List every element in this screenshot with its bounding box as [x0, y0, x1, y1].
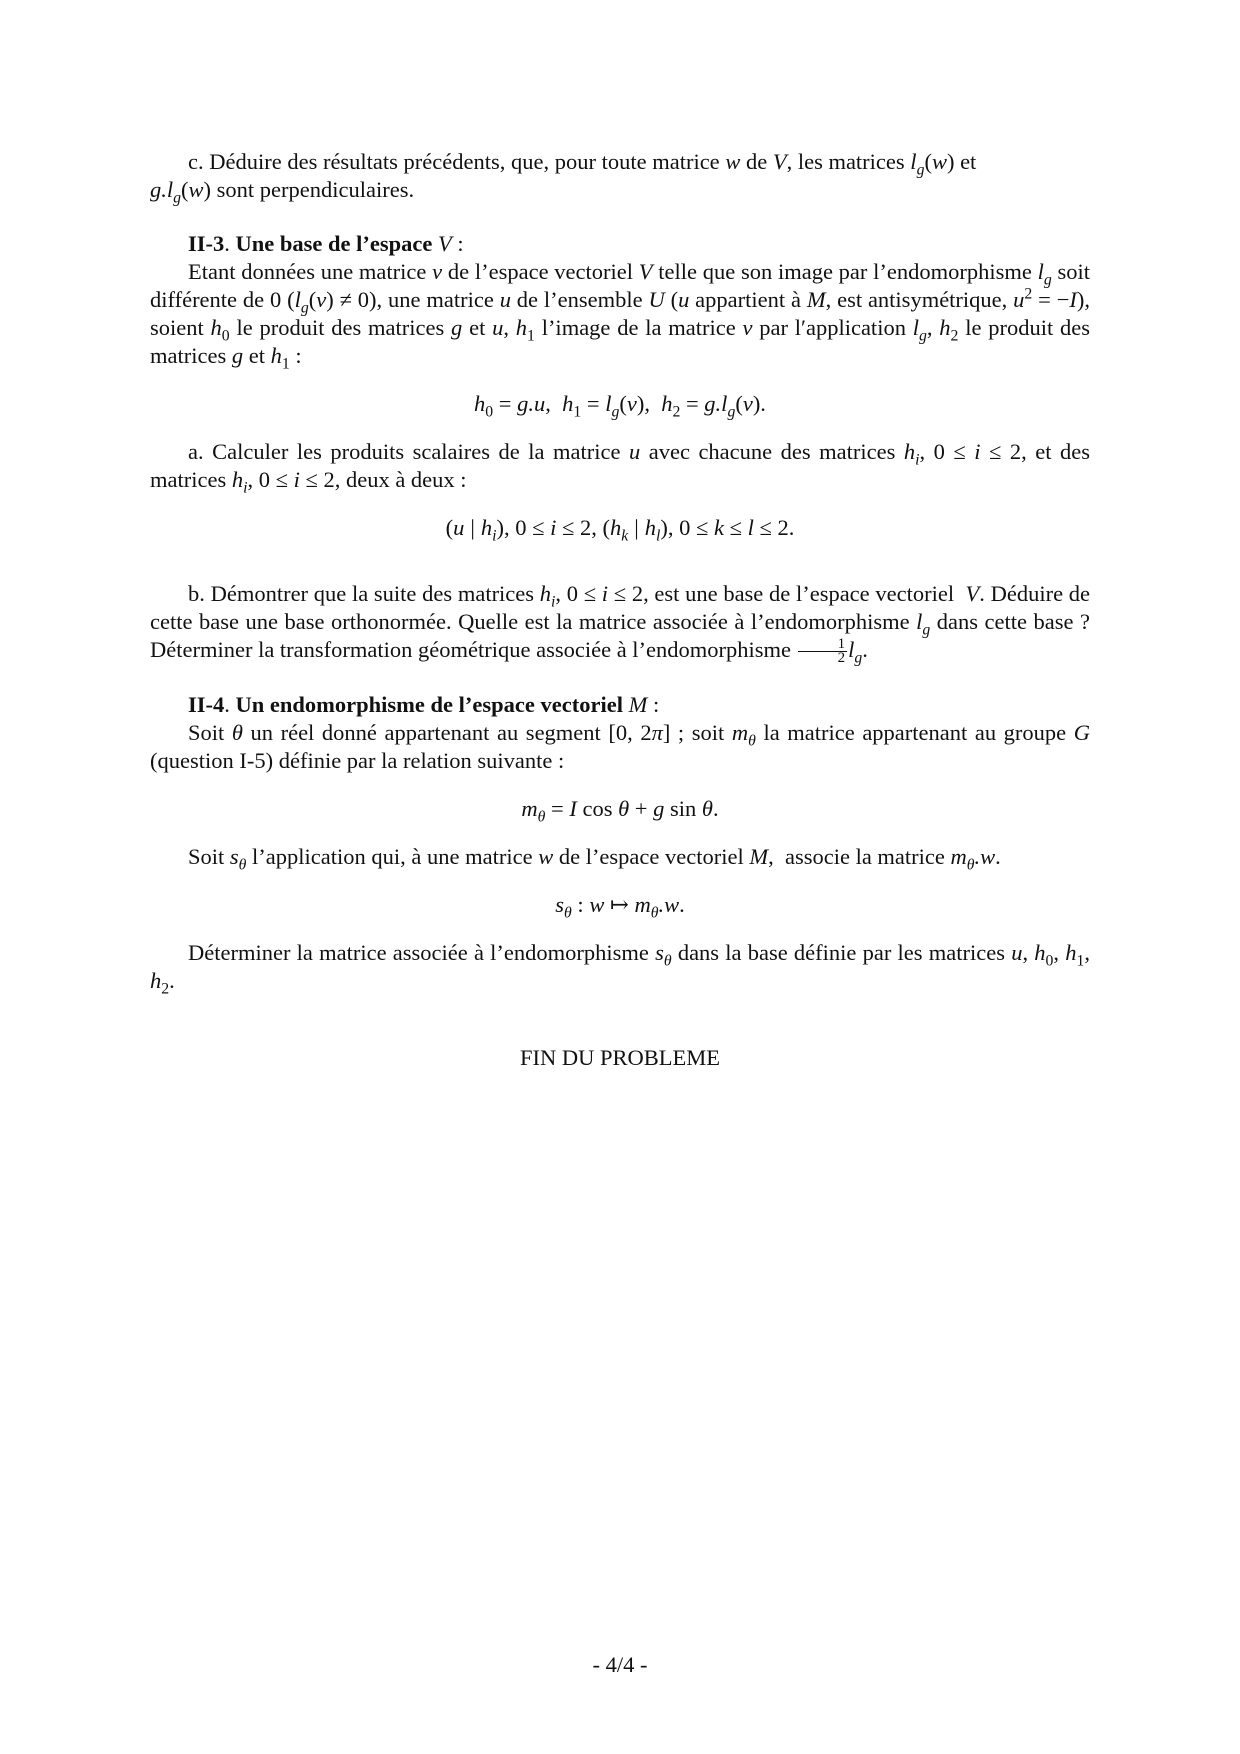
page-number: - 4/4 -: [592, 1652, 648, 1677]
section-ii4-heading: II-4. Un endomorphisme de l’espace vectoriel M :: [188, 692, 660, 718]
section-ii4-number: II-4: [188, 692, 225, 718]
section-ii3-title: Une base de l’espace: [235, 231, 433, 256]
page-content: [150, 148, 1090, 1094]
equation-s-theta: $s_\theta$ : w ↦ $m_\theta.w$.: [555, 892, 685, 922]
equation-scalar-products: (u | $h_i$), 0 ≤ i ≤ 2, ($h_k$ | $h_l$), 0 ≤ k ≤ l ≤ 2.: [445, 515, 795, 545]
final-question: Déterminer la matrice associée à l’endomorphisme $s_\theta$ dans la base définie par les matrices u, $h_0$, $h_1$, $h_2$.: [150, 940, 1090, 998]
part-c-paragraph: c. Déduire des résultats précédents, que, pour toute matrice w de V, les matrices $l_g(w)$ et $g.l_g(w)$ sont perpendiculaires.: [150, 149, 977, 207]
section-ii4-title: Un endomorphisme de l’espace vectoriel: [235, 692, 623, 718]
section-ii4-title-var: M: [628, 692, 648, 718]
section-ii3-number: II-3: [188, 231, 225, 256]
equation-m-theta: $m_\theta = I$ cos θ + g sin θ.: [521, 796, 719, 826]
section-ii3-heading: II-3. Une base de l’espace V :: [188, 231, 464, 256]
end-of-problem: FIN DU PROBLEME: [519, 1044, 721, 1070]
part-a-paragraph: a. Calculer les produits scalaires de la matrice u avec chacune des matrices $h_i$, 0 ≤ i ≤ 2, et des matrices $h_i$, 0 ≤ i ≤ 2, deux à deux :: [150, 439, 1090, 497]
fraction-one-half: $\frac{1}{2}$: [798, 638, 848, 665]
section-ii3-intro: Etant données une matrice v de l’espace vectoriel V telle que son image par l’endomorphisme $l_g$ soit différente de 0 $(l_g(v) \ne 0)$, une matrice u de l’ensemble U (u appartient à M, est antisymétrique, $u^2 = -I$), soient $h_0$ le produit des matrices g et u, $h_1$ l’image de la matrice v par l′application $l_g$, $h_2$ le produit des matrices g et $h_1$ :: [150, 259, 1091, 373]
part-b-paragraph: b. Démontrer que la suite des matrices $h_i$, 0 ≤ i ≤ 2, est une base de l’espace vectoriel V. Déduire de cette base une base orthonormée. Quelle est la matrice associée à l’endomorphisme $l_g$ dans cette base ? Déterminer la transformation géométrique associée à l’endomorphisme $\frac{1}{2}$ $l_g$.: [150, 581, 1091, 667]
section-ii4-intro: Soit θ un réel donné appartenant au segment [0, 2π] ; soit $m_\theta$ la matrice appartenant au groupe G (question I-5) définie par la relation suivante :: [150, 720, 1090, 774]
section-ii3-title-var: V: [438, 231, 452, 256]
equation-h-definitions: $h_0 = g.u$, $h_1 = l_g(v)$, $h_2 = g.l_g(v)$.: [474, 391, 766, 421]
s-theta-definition: Soit $s_\theta$ l’application qui, à une matrice w de l’espace vectoriel M, associe la matrice $m_\theta.w$.: [188, 844, 1001, 874]
